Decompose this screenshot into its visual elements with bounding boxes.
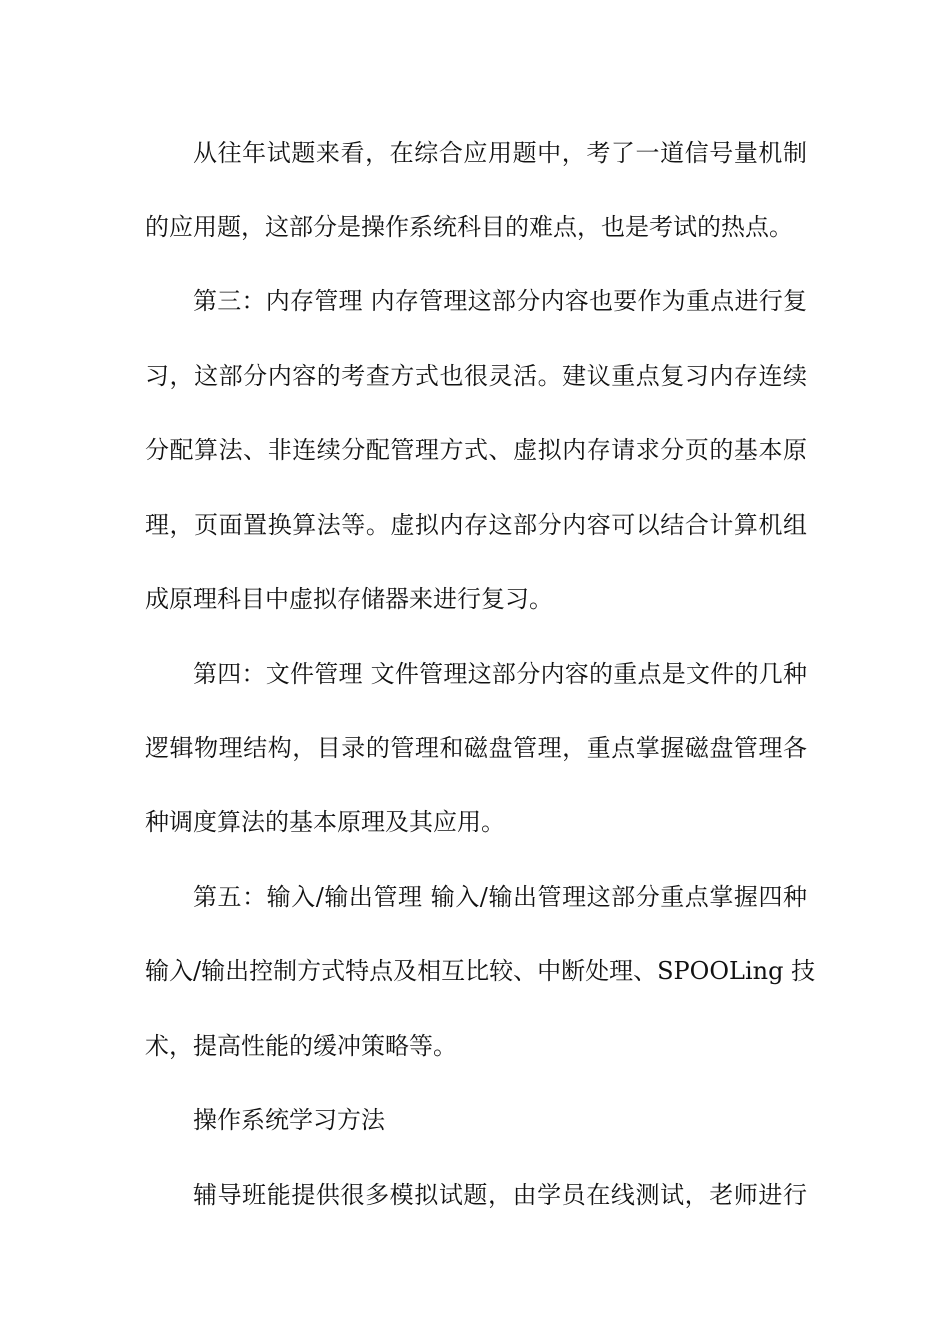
paragraph-line: 第三：内存管理 内存管理这部分内容也要作为重点进行复: [193, 287, 807, 315]
paragraph-line: 分配算法、非连续分配管理方式、虚拟内存请求分页的基本原: [145, 436, 807, 464]
paragraph-line: 术，提高性能的缓冲策略等。: [145, 1032, 457, 1060]
paragraph-line: 辅导班能提供很多模拟试题，由学员在线测试，老师进行: [193, 1181, 807, 1209]
section-heading: 操作系统学习方法: [193, 1106, 385, 1134]
paragraph-line: 第四：文件管理 文件管理这部分内容的重点是文件的几种: [193, 660, 807, 688]
paragraph-line: 成原理科目中虚拟存储器来进行复习。: [145, 585, 553, 613]
paragraph-line: 从往年试题来看，在综合应用题中，考了一道信号量机制: [193, 139, 807, 167]
paragraph-line: 理，页面置换算法等。虚拟内存这部分内容可以结合计算机组: [145, 511, 807, 539]
paragraph-line: 习，这部分内容的考查方式也很灵活。建议重点复习内存连续: [145, 362, 807, 390]
paragraph-line: 的应用题，这部分是操作系统科目的难点，也是考试的热点。: [145, 213, 793, 241]
paragraph-line: 种调度算法的基本原理及其应用。: [145, 808, 505, 836]
paragraph-line: 第五：输入/输出管理 输入/输出管理这部分重点掌握四种: [193, 883, 807, 911]
paragraph-line: 逻辑物理结构，目录的管理和磁盘管理，重点掌握磁盘管理各: [145, 734, 807, 762]
paragraph-line: 输入/输出控制方式特点及相互比较、中断处理、SPOOLing 技: [145, 957, 816, 985]
